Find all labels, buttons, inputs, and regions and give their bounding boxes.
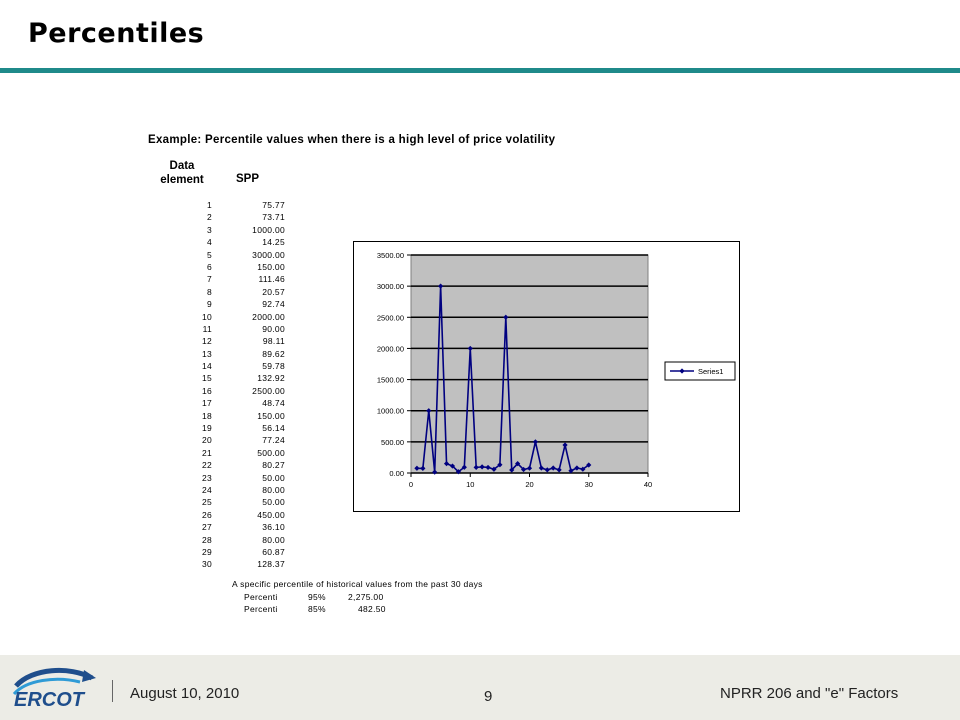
row-index: 8 [206,286,212,297]
table-row [185,558,285,570]
footer-divider [112,680,113,702]
row-spp-value: 150.00 [257,261,285,272]
row-spp-value: 14.25 [262,237,285,248]
y-tick-label: 2500.00 [376,313,404,323]
row-index: 10 [201,311,212,322]
legend-label: Series1 [698,367,724,376]
column-header-data-element: Data element [160,160,204,186]
row-spp-value: 80.00 [262,534,285,545]
row-index: 27 [201,522,212,533]
row-spp-value: 111.46 [258,274,285,285]
slide-title: Percentiles [28,18,205,49]
table-row [185,273,285,285]
row-spp-value: 73.71 [262,212,285,223]
row-index: 20 [201,435,212,446]
row-spp-value: 98.11 [262,336,285,347]
row-index: 12 [201,336,212,347]
row-index: 19 [201,423,212,434]
table-row [185,286,285,298]
page-number: 9 [484,688,493,705]
y-tick-label: 3000.00 [376,282,404,292]
y-tick-label: 1500.00 [376,375,404,385]
table-row [185,434,285,446]
row-index: 16 [201,385,212,396]
row-spp-value: 36.10 [262,522,285,533]
table-row [185,372,285,384]
percentile-note: A specific percentile of historical values from the past 30 days [232,579,483,589]
x-tick-label: 30 [584,480,593,489]
row-index: 28 [201,534,212,545]
chart-frame [353,241,740,512]
row-spp-value: 60.87 [262,546,285,557]
percentile-pct: 95% [308,591,326,602]
row-spp-value: 150.00 [257,410,285,421]
table-row [185,199,285,211]
row-index: 24 [201,484,212,495]
table-row [185,521,285,533]
spp-data-table [185,199,285,571]
ercot-logo [10,664,105,712]
table-row [185,484,285,496]
table-row [185,311,285,323]
logo-text: ERCOT [14,689,84,711]
x-tick-label: 40 [643,480,653,489]
table-row [185,335,285,347]
table-row [185,348,285,360]
row-spp-value: 20.57 [262,286,285,297]
percentile-label: Percenti [244,591,278,602]
column-header-spp: SPP [236,173,260,185]
row-index: 25 [201,497,212,508]
row-spp-value: 89.62 [262,348,285,359]
row-index: 15 [201,373,212,384]
x-tick-label: 0 [408,480,414,489]
table-row [185,410,285,422]
row-index: 29 [201,546,212,557]
percentile-row [232,603,483,616]
percentile-pct: 85% [308,604,326,614]
title-rule [0,68,960,73]
table-row [185,534,285,546]
row-spp-value: 132.92 [257,373,285,384]
example-title: Example: Percentile values when there is a high level of price volatility [148,134,556,146]
row-index: 3 [206,224,212,235]
row-spp-value: 92.74 [262,299,285,310]
row-spp-value: 450.00 [257,509,285,520]
percentile-value: 482.50 [358,604,386,614]
y-tick-label: 3500.00 [376,251,404,260]
table-row [185,422,285,434]
row-index: 6 [206,261,212,272]
row-spp-value: 80.00 [262,484,285,495]
row-index: 5 [206,249,212,260]
y-tick-label: 2000.00 [376,344,404,354]
row-index: 18 [201,410,212,421]
table-row [185,472,285,484]
table-row [185,224,285,236]
table-row [185,385,285,397]
y-tick-label: 0.00 [389,469,404,478]
row-spp-value: 3000.00 [252,249,285,260]
row-spp-value: 56.14 [262,423,285,434]
table-row [185,496,285,508]
percentile-value: 2,275.00 [348,591,384,602]
row-index: 11 [202,323,212,334]
row-index: 26 [201,509,212,520]
x-tick-label: 20 [525,480,534,489]
footer-doc-title: NPRR 206 and "e" Factors [720,685,899,702]
table-row [185,298,285,310]
row-spp-value: 75.77 [262,200,285,210]
row-index: 13 [201,348,212,359]
table-row [185,211,285,223]
row-spp-value: 2000.00 [252,311,285,322]
row-index: 1 [206,200,212,210]
row-index: 30 [201,559,212,570]
y-tick-label: 500.00 [381,437,404,447]
x-tick-label: 10 [466,480,475,489]
percentile-row [232,591,483,604]
footer-date: August 10, 2010 [130,685,240,702]
row-spp-value: 59.78 [262,361,285,372]
table-row [185,509,285,521]
row-spp-value: 77.24 [262,435,285,446]
table-row [185,546,285,558]
row-index: 23 [201,472,212,483]
row-index: 4 [206,237,212,248]
percentile-label: Percenti [244,604,278,614]
row-spp-value: 2500.00 [252,385,285,396]
row-spp-value: 128.37 [257,559,285,570]
row-spp-value: 1000.00 [252,224,285,235]
row-spp-value: 80.27 [262,460,285,471]
table-row [185,249,285,261]
table-row [185,323,285,335]
row-spp-value: 50.00 [262,472,285,483]
row-spp-value: 50.00 [262,497,285,508]
row-index: 7 [206,274,212,285]
row-spp-value: 500.00 [257,447,285,458]
table-row [185,360,285,372]
percentile-block [232,578,483,616]
row-index: 21 [201,447,212,458]
y-tick-label: 1000.00 [376,406,404,416]
table-row [185,459,285,471]
row-spp-value: 90.00 [262,323,285,334]
row-index: 9 [206,299,212,310]
row-spp-value: 48.74 [262,398,285,409]
table-row [185,447,285,459]
row-index: 2 [206,212,212,223]
table-row [185,261,285,273]
row-index: 14 [201,361,212,372]
table-row [185,236,285,248]
table-row [185,397,285,409]
row-index: 17 [201,398,212,409]
line-chart [354,242,741,513]
row-index: 22 [201,460,212,471]
